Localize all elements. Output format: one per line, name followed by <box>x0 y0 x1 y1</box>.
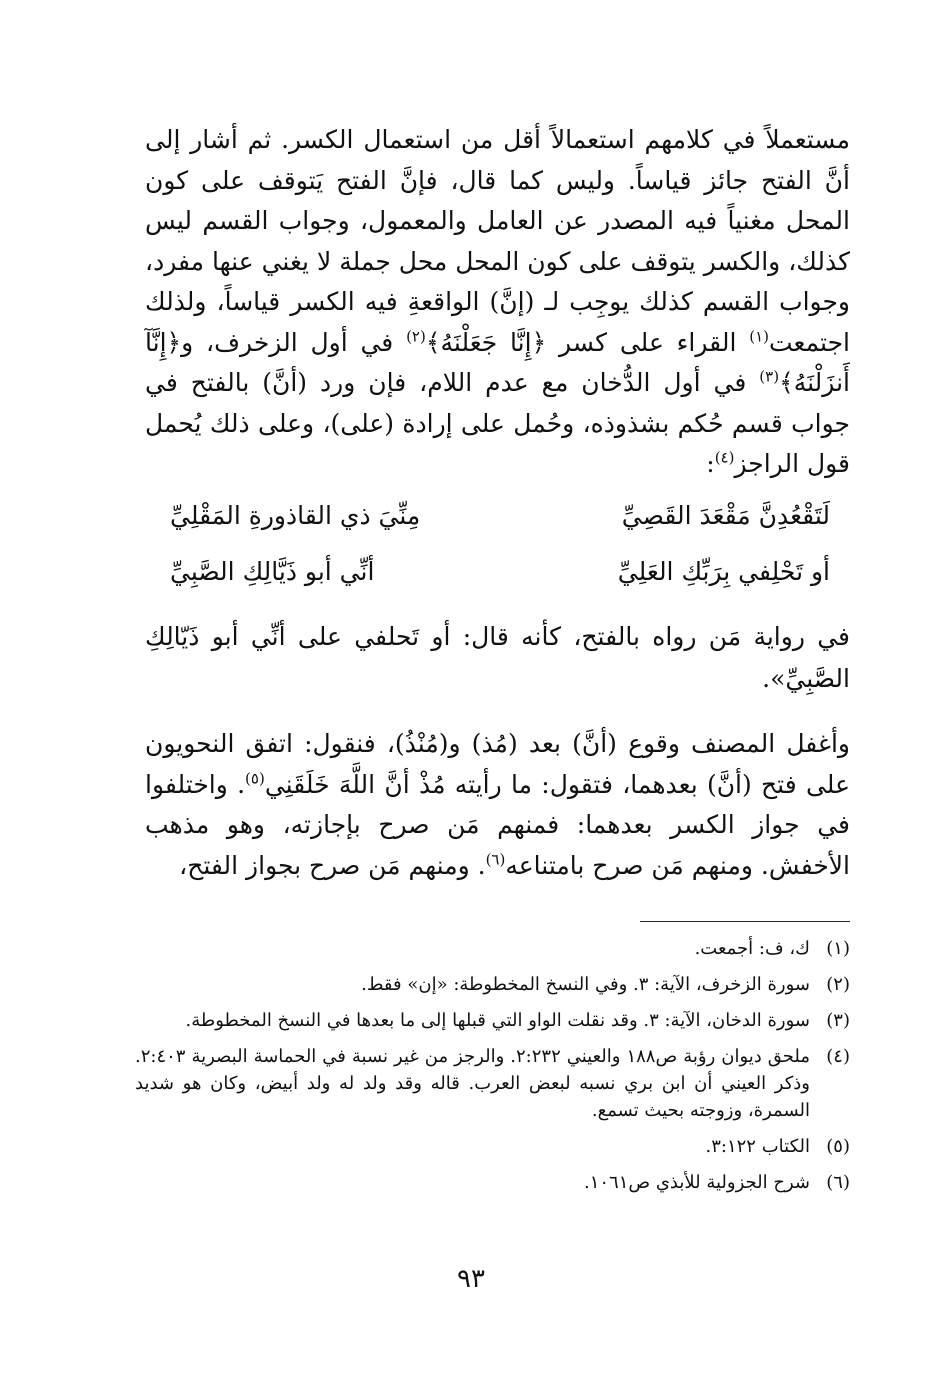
footnote-item <box>135 1043 850 1124</box>
footnote-ref-2: (٢) <box>406 327 426 346</box>
footnote-number: (٤) <box>826 1046 850 1067</box>
verse-second-hemistich: مِنِّيَ ذي القاذورةِ المَقْلِيِّ <box>170 501 421 530</box>
paragraph-2-part-a: وأغفل المصنف وقوع (أنَّ) بعد (مُذ) و(مُنْذُ)، فنقول: اتفق النحويون على فتح (أنَّ) بعدهما، فتقول: ما رأيته مُذْ أنَّ اللَّهَ خَلَقَنِي <box>145 729 850 799</box>
after-verse-paragraph: في رواية مَن رواه بالفتح، كأنه قال: أو تَحلفي على أنِّي أبو ذَيّالِكِ الصَّبِيِّ». <box>145 622 850 693</box>
footnote-item <box>135 1007 850 1034</box>
footnote-ref-5: (٥) <box>245 769 265 788</box>
footnote-number: (١) <box>826 938 850 959</box>
paragraph-1 <box>145 120 850 485</box>
footnote-number: (٣) <box>826 1010 850 1031</box>
paragraph-2-part-c: . ومنهم مَن صرح بجواز الفتح، <box>179 850 486 880</box>
verse-second-hemistich: أنِّي أبو ذَيَّالِكِ الصَّبِيِّ <box>170 557 375 586</box>
footnote-ref-4: (٤) <box>714 448 735 467</box>
footnote-text: ملحق ديوان رؤبة ص١٨٨ والعيني ٢:٢٣٢. والرجز من غير نسبة في الحماسة البصرية ٢:٤٠٣. وذكر العيني أن ابن بري نسبه لبعض العرب. قاله وقد ولد له ولد أبيض، وكان هو شديد السمرة، وزوجته بحيث تسمع. <box>135 1046 811 1121</box>
footnote-text: ك، ف: أجمعت. <box>694 938 810 959</box>
footnote-ref-6: (٦) <box>485 850 506 869</box>
footnote-ref-1: (١) <box>749 327 769 346</box>
paragraph-2-part-b: . واختلفوا في جواز الكسر بعدهما: فمنهم مَن صرح بإجازته، وهو مذهب الأخفش. ومنهم مَن صرح بامتناعه <box>145 769 850 880</box>
poetry-verses <box>170 488 830 600</box>
verse-line <box>170 488 830 544</box>
footnote-item <box>135 935 850 962</box>
paragraph-2 <box>145 724 850 886</box>
footnote-text: الكتاب ٣:١٢٢. <box>705 1136 810 1157</box>
paragraph-1-part-a: مستعملاً في كلامهم استعمالاً أقل من استعمال الكسر. ثم أشار إلى أنَّ الفتح جائز قياساً. وليس كما قال، فإنَّ الفتح يَتوقف على كون المحل مغنياً فيه المصدر عن العامل والمعمول، وجواب القسم ليس كذلك، والكسر يتوقف على كون المحل محل جملة لا يغني عنها مفرد، وجواب القسم كذلك يوجِب لـ (إنَّ) الواقعةِ فيه الكسر قياساً، ولذلك اجتمعت <box>145 125 850 357</box>
footnotes-list <box>135 935 850 1205</box>
verse-first-hemistich: أو تَحْلِفي بِرَبِّكِ العَلِيِّ <box>617 557 830 586</box>
footnote-number: (٥) <box>826 1136 850 1157</box>
footnote-item <box>135 1133 850 1160</box>
page-number: ٩٣ <box>457 1264 485 1294</box>
footnote-text: سورة الزخرف، الآية: ٣. وفي النسخ المخطوطة: «إن» فقط. <box>361 974 810 995</box>
paragraph-1-part-b: القراء على كسر ﴿إِنَّا جَعَلْنَهُ﴾ <box>425 327 750 357</box>
footnote-item <box>135 1169 850 1196</box>
paragraph-1-part-d: في أول الدُّخان مع عدم اللام، فإن ورد (أنَّ) بالفتح في جواب قسم حُكم بشذوذه، وحُمل على إرادة (على)، وعلى ذلك يُحمل قول الراجز <box>145 368 850 478</box>
footnote-separator <box>640 921 850 922</box>
verse-first-hemistich: لَتَقْعُدِنَّ مَقْعَدَ القَصِيِّ <box>621 501 830 530</box>
paragraph-1-part-e: : <box>706 449 715 478</box>
main-paragraph <box>145 120 850 485</box>
footnote-ref-3: (٣) <box>759 367 780 386</box>
paragraph-1-part-c: في أول الزخرف، و﴿إِنَّآ أَنزَلْنَهُ﴾ <box>145 327 850 397</box>
footnote-item <box>135 971 850 998</box>
footnote-number: (٢) <box>826 974 850 995</box>
verse-line <box>170 544 830 600</box>
footnote-number: (٦) <box>826 1172 850 1193</box>
footnote-text: شرح الجزولية للأبذي ص١٠٦١. <box>583 1172 810 1193</box>
footnote-text: سورة الدخان، الآية: ٣. وقد نقلت الواو التي قبلها إلى ما بعدها في النسخ المخطوطة. <box>185 1010 810 1031</box>
